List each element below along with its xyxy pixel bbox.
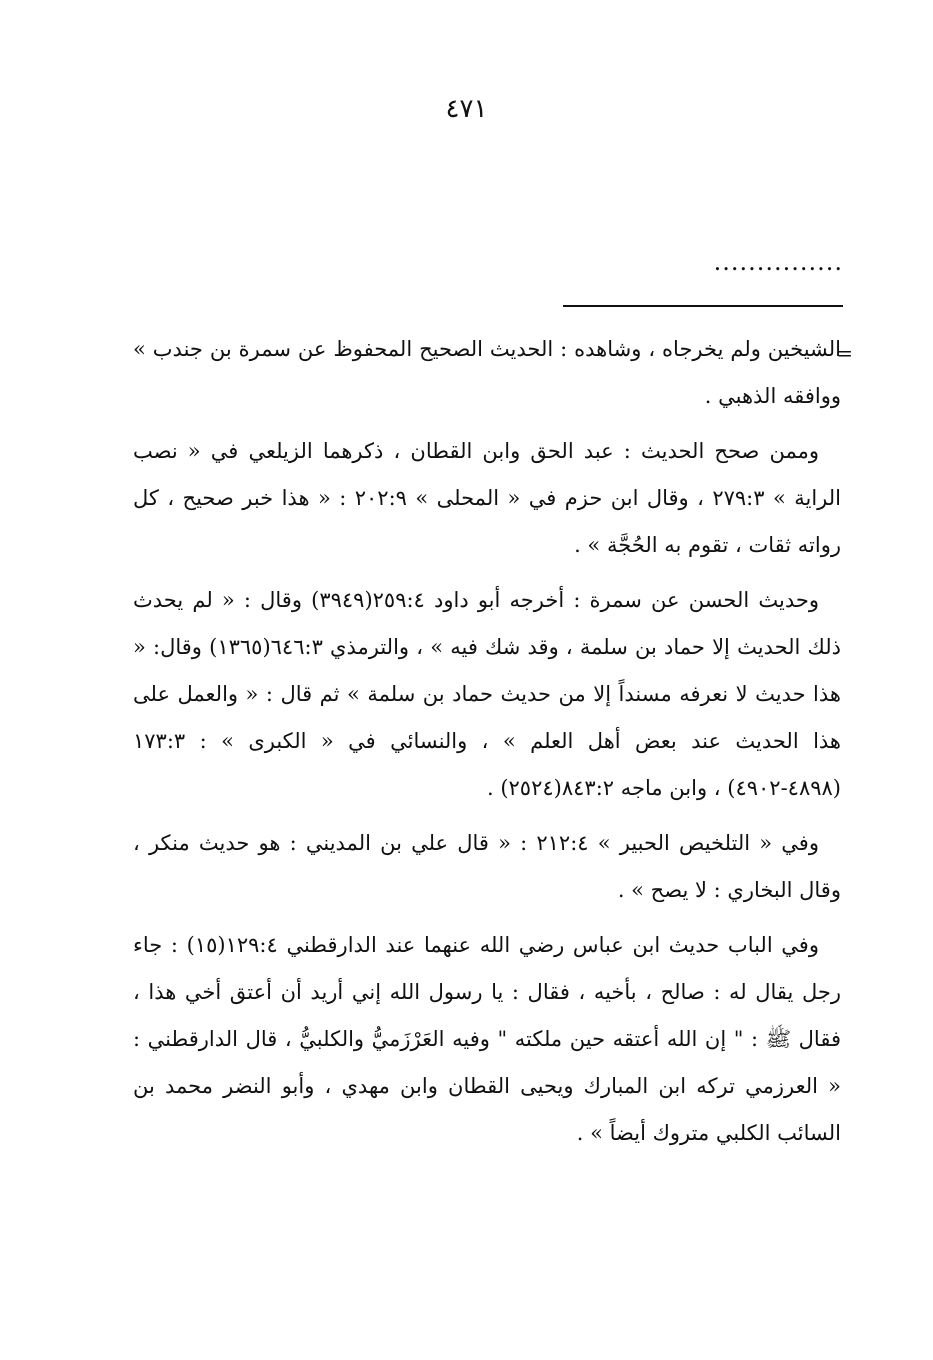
paragraph-5: وفي الباب حديث ابن عباس رضي الله عنهما عند الدارقطني ١٢٩:٤(١٥) : جاء رجل يقال له : صالح ، بأخيه ، فقال : يا رسول الله إني أريد أن أعتق أخي هذا ، فقال ﷺ : " إن الله أعتقه حين ملكته " وفيه العَرْزَميُّ والكلبيُّ ، قال الدارقطني : « العرزمي تركه ابن المبارك ويحيى القطان وابن مهدي ، وأبو النضر محمد بن السائب الكلبي متروك أيضاً » . xyxy=(133,933,841,1145)
paragraph-2: وممن صحح الحديث : عبد الحق وابن القطان ، ذكرهما الزيلعي في « نصب الراية » ٢٧٩:٣ ، وقال ابن حزم في « المحلى » ٢٠٢:٩ : « هذا خبر صحيح ، كل رواته ثقات ، تقوم به الحُجَّة » . xyxy=(133,439,841,557)
page-number: ٤٧١ xyxy=(445,94,488,124)
paragraph-4: وفي « التلخيص الحبير » ٢١٢:٤ : « قال علي بن المديني : هو حديث منكر ، وقال البخاري : لا يصح » . xyxy=(133,831,841,902)
section-separator-dots: ............... xyxy=(713,248,843,276)
footnote-rule xyxy=(563,305,843,307)
paragraph-3: وحديث الحسن عن سمرة : أخرجه أبو داود ٢٥٩:٤(٣٩٤٩) وقال : « لم يحدث ذلك الحديث إلا حماد بن سلمة ، وقد شك فيه » ، والترمذي ٦٤٦:٣(١٣٦٥) وقال: « هذا حديث لا نعرفه مسنداً إلا من حديث حماد بن سلمة » ثم قال : « والعمل على هذا الحديث عند بعض أهل العلم » ، والنسائي في « الكبرى » : ١٧٣:٣ (٤٨٩٨-٤٩٠٢) ، وابن ماجه ٨٤٣:٢(٢٥٢٤) . xyxy=(133,588,841,800)
paragraph-1: الشيخين ولم يخرجاه ، وشاهده : الحديث الصحيح المحفوظ عن سمرة بن جندب » ووافقه الذهبي . xyxy=(133,337,841,408)
continuation-mark: = xyxy=(836,341,853,365)
footnote-body xyxy=(133,326,841,1165)
